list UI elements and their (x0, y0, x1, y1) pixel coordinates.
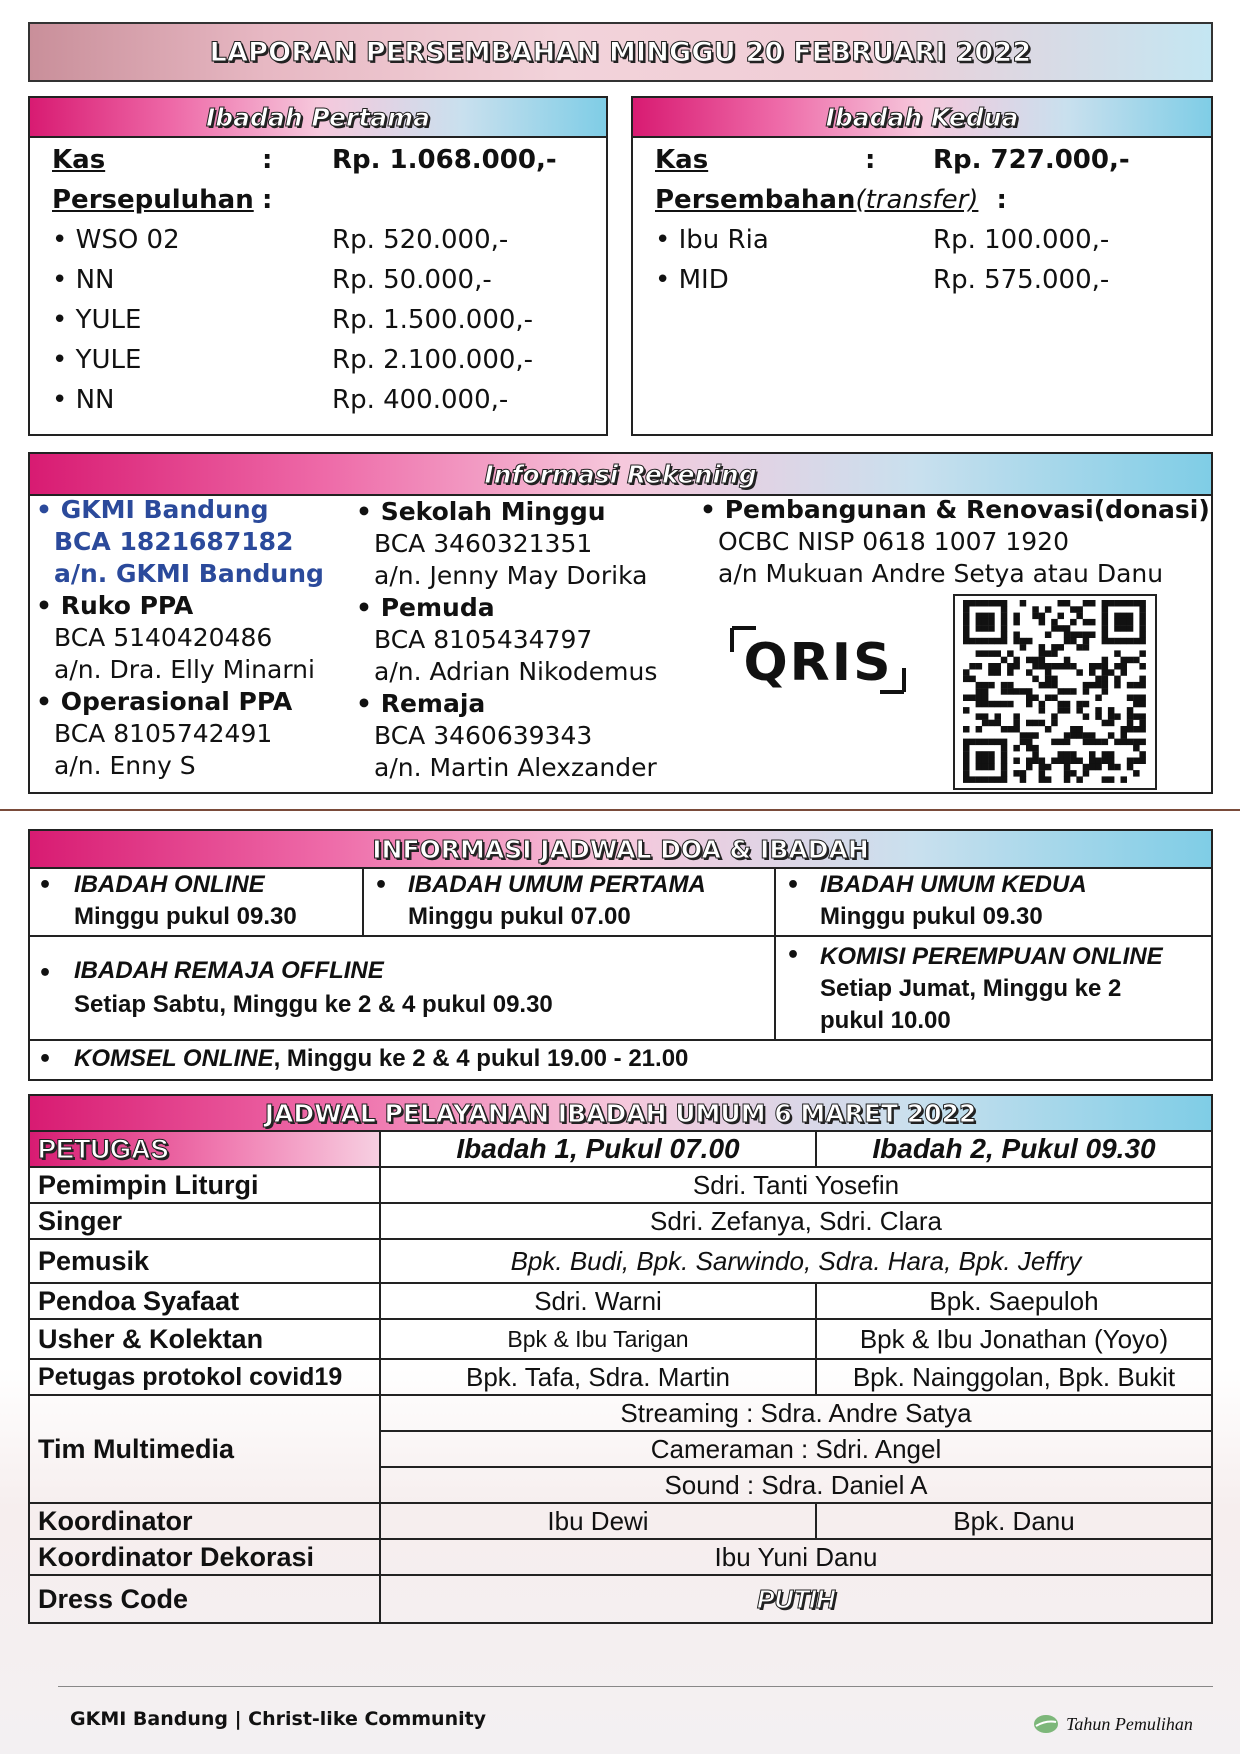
schedule-komisi-perempuan: KOMISI PEREMPUAN ONLINE Setiap Jumat, Minggu ke 2 pukul 10.00 (820, 943, 1163, 1034)
amount: Rp. 400.000,- (332, 385, 509, 415)
rekening-holder: a/n. Jenny May Dorika (374, 561, 648, 590)
value-cell: Ibu Yuni Danu (380, 1539, 1212, 1575)
rekening-name: • Sekolah Minggu (356, 497, 606, 526)
schedule-ibadah-kedua: IBADAH UMUM KEDUA Minggu pukul 09.30 (820, 871, 1087, 930)
value-cell: Sound : Sdra. Daniel A (380, 1467, 1212, 1503)
colon: : (262, 185, 273, 215)
list-item: • Ibu Ria (655, 225, 769, 255)
role-cell: Usher & Kolektan (29, 1319, 380, 1359)
column-header-ibadah2: Ibadah 2, Pukul 09.30 (816, 1131, 1212, 1167)
grid-line (30, 1039, 1213, 1041)
footer-right: Tahun Pemulihan (1066, 1714, 1193, 1734)
bullet: • (38, 961, 53, 986)
value-cell: Sdri. Warni (380, 1283, 816, 1319)
schedule-remaja: IBADAH REMAJA OFFLINE Setiap Sabtu, Minggu ke 2 & 4 pukul 09.30 (74, 957, 553, 1018)
rekening-bank: OCBC NISP 0618 1007 1920 (718, 527, 1069, 556)
rekening-holder: a/n. GKMI Bandung (54, 559, 324, 588)
grid-line (30, 935, 1213, 937)
bullet: • (38, 873, 53, 898)
rekening-holder: a/n. Dra. Elly Minarni (54, 655, 315, 684)
table-row (29, 1203, 1212, 1239)
value-cell: Ibu Dewi (380, 1503, 816, 1539)
amount: Rp. 2.100.000,- (332, 345, 534, 375)
schedule-ibadah-online: IBADAH ONLINE Minggu pukul 09.30 (74, 871, 297, 930)
rekening-bank: BCA 5140420486 (54, 623, 273, 652)
rekening-name: • Remaja (356, 689, 486, 718)
value-cell: Bpk & Ibu Jonathan (Yoyo) (816, 1319, 1212, 1359)
amount: Rp. 100.000,- (933, 225, 1110, 255)
table-row (29, 1283, 1212, 1319)
rekening-name: • Pemuda (356, 593, 495, 622)
bullet: • (786, 873, 801, 898)
rekening-bank: BCA 3460321351 (374, 529, 593, 558)
svg-text:QRIS: QRIS (743, 633, 893, 693)
rekening-name: • GKMI Bandung (36, 495, 269, 524)
role-cell: Dress Code (29, 1575, 380, 1623)
kas-label: Kas (52, 145, 106, 175)
value-cell: Streaming : Sdra. Andre Satya (380, 1395, 1212, 1431)
rekening-bank: BCA 8105434797 (374, 625, 593, 654)
dress-code-value: PUTIH (757, 1583, 835, 1614)
grid-line (774, 867, 776, 1039)
table-row (29, 1503, 1212, 1539)
value-cell: Cameraman : Sdri. Angel (380, 1431, 1212, 1467)
footer-left: GKMI Bandung | Christ-like Community (70, 1708, 487, 1730)
colon: : (262, 145, 273, 175)
table-row (29, 1575, 1212, 1623)
column-header-ibadah1: Ibadah 1, Pukul 07.00 (380, 1131, 816, 1167)
colon: : (865, 145, 876, 175)
bullet: • (38, 1047, 53, 1072)
persembahan-label: Persembahan(transfer) : (655, 185, 1007, 215)
table-header-row (29, 1131, 1212, 1167)
pelayanan-heading: JADWAL PELAYANAN IBADAH UMUM 6 MARET 2022 (28, 1094, 1213, 1130)
rekening-bank: BCA 8105742491 (54, 719, 273, 748)
section-divider (0, 809, 1240, 811)
amount: Rp. 1.500.000,- (332, 305, 534, 335)
role-cell: Pendoa Syafaat (29, 1283, 380, 1319)
list-item: • YULE (52, 305, 142, 335)
amount: Rp. 575.000,- (933, 265, 1110, 295)
value-cell (380, 1575, 1212, 1623)
kas-value: Rp. 1.068.000,- (332, 145, 557, 175)
grid-line (362, 867, 364, 935)
role-cell: Koordinator Dekorasi (29, 1539, 380, 1575)
kas-label: Kas (655, 145, 709, 175)
list-item: • NN (52, 385, 115, 415)
value-cell: Bpk. Tafa, Sdra. Martin (380, 1359, 816, 1395)
service-table (28, 1130, 1213, 1624)
rekening-bank: BCA 1821687182 (54, 527, 294, 556)
footer-divider (58, 1686, 1213, 1687)
table-row (29, 1239, 1212, 1283)
bullet: • (374, 873, 389, 898)
kas-value: Rp. 727.000,- (933, 145, 1130, 175)
ibadah-kedua-panel (631, 96, 1213, 436)
bullet: • (786, 943, 801, 968)
table-row (29, 1167, 1212, 1203)
value-cell: Bpk & Ibu Tarigan (380, 1319, 816, 1359)
report-title: LAPORAN PERSEMBAHAN MINGGU 20 FEBRUARI 2022 (28, 22, 1213, 82)
qr-code (953, 594, 1157, 790)
rekening-heading: Informasi Rekening (30, 454, 1211, 496)
ibadah-kedua-heading: Ibadah Kedua (633, 98, 1211, 138)
list-item: • WSO 02 (52, 225, 180, 255)
rekening-holder: a/n. Martin Alexzander (374, 753, 657, 782)
table-row (29, 1359, 1212, 1395)
jadwal-heading: INFORMASI JADWAL DOA & IBADAH (30, 831, 1211, 869)
role-cell: Singer (29, 1203, 380, 1239)
rekening-bank: BCA 3460639343 (374, 721, 593, 750)
list-item: • MID (655, 265, 729, 295)
value-cell: Bpk. Budi, Bpk. Sarwindo, Sdra. Hara, Bpk. Jeffry (380, 1239, 1212, 1283)
rekening-holder: a/n. Adrian Nikodemus (374, 657, 658, 686)
role-cell: Tim Multimedia (29, 1395, 380, 1503)
rekening-name: • Operasional PPA (36, 687, 293, 716)
value-cell: Sdri. Zefanya, Sdri. Clara (380, 1203, 1212, 1239)
list-item: • YULE (52, 345, 142, 375)
role-cell: Petugas protokol covid19 (29, 1359, 380, 1395)
schedule-ibadah-pertama: IBADAH UMUM PERTAMA Minggu pukul 07.00 (408, 871, 706, 930)
value-cell: Bpk. Saepuloh (816, 1283, 1212, 1319)
amount: Rp. 520.000,- (332, 225, 509, 255)
amount: Rp. 50.000,- (332, 265, 492, 295)
table-row (29, 1319, 1212, 1359)
list-item: • NN (52, 265, 115, 295)
role-cell: Pemimpin Liturgi (29, 1167, 380, 1203)
jadwal-panel (28, 829, 1213, 1081)
column-header-role: PETUGAS (29, 1131, 380, 1167)
rekening-name: • Ruko PPA (36, 591, 194, 620)
rekening-holder: a/n. Enny S (54, 751, 196, 780)
ibadah-pertama-heading: Ibadah Pertama (30, 98, 606, 138)
value-cell: Bpk. Danu (816, 1503, 1212, 1539)
leaf-icon (1032, 1712, 1060, 1736)
ibadah-pertama-panel (28, 96, 608, 436)
table-row (29, 1539, 1212, 1575)
value-cell: Sdri. Tanti Yosefin (380, 1167, 1212, 1203)
value-cell: Bpk. Nainggolan, Bpk. Bukit (816, 1359, 1212, 1395)
rekening-name: • Pembangunan & Renovasi(donasi) (700, 495, 1210, 524)
rekening-holder: a/n Mukuan Andre Setya atau Danu (718, 559, 1164, 588)
role-cell: Pemusik (29, 1239, 380, 1283)
qris-logo (726, 620, 910, 700)
persepuluhan-label: Persepuluhan (52, 185, 254, 215)
schedule-komsel: KOMSEL ONLINE, Minggu ke 2 & 4 pukul 19.00 - 21.00 (74, 1045, 689, 1072)
table-row (29, 1395, 1212, 1431)
role-cell: Koordinator (29, 1503, 380, 1539)
